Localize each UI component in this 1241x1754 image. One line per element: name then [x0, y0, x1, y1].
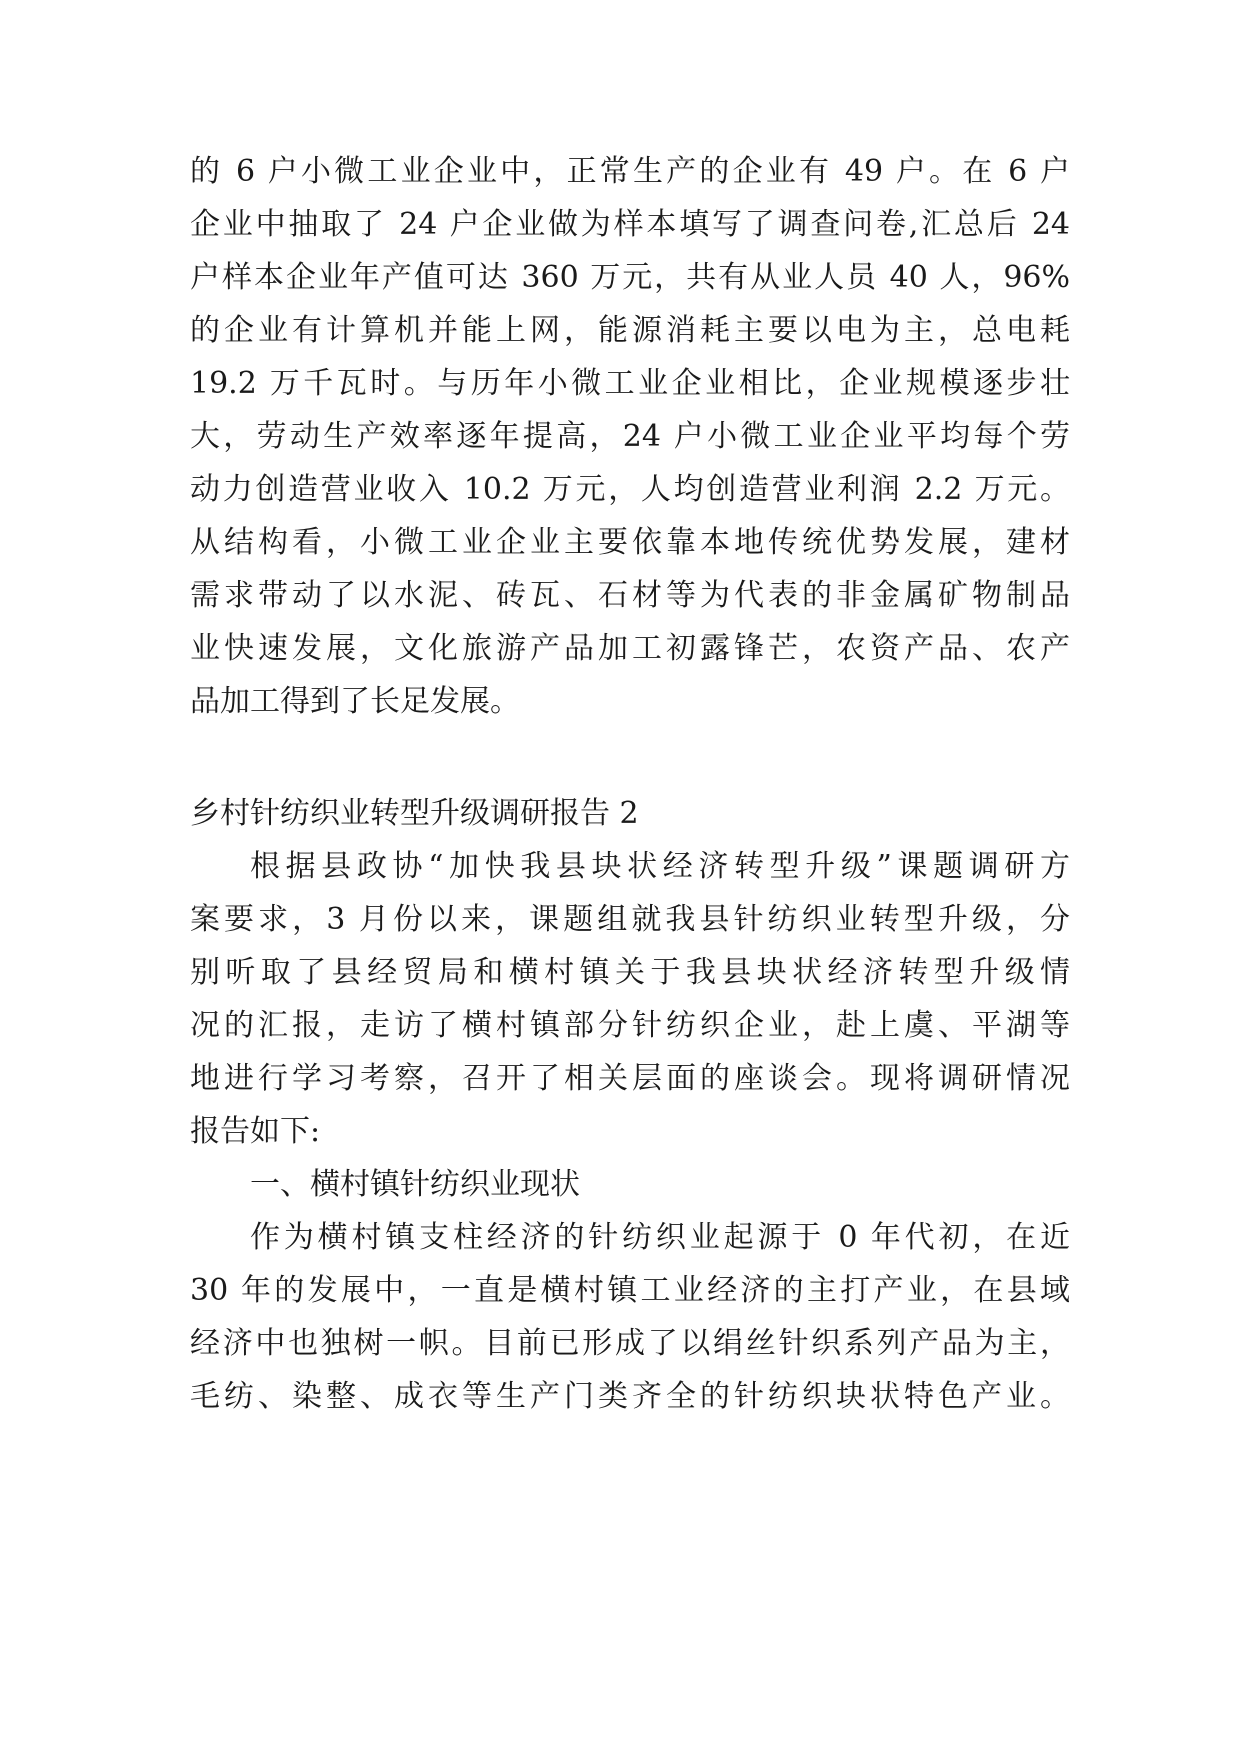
text-line: 案要求，3 月份以来，课题组就我县针纺织业转型升级，分	[190, 902, 1070, 937]
section-heading: 一、横村镇针纺织业现状	[250, 1167, 580, 1202]
text-line: 户样本企业年产值可达 360 万元，共有从业人员 40 人，96%	[190, 260, 1070, 295]
section-title: 乡村针纺织业转型升级调研报告 2	[190, 796, 639, 831]
text-line: 经济中也独树一帜。目前已形成了以绢丝针织系列产品为主，	[190, 1326, 1070, 1361]
text-line: 的 6 户小微工业企业中，正常生产的企业有 49 户。在 6 户	[190, 154, 1070, 189]
text-line: 报告如下:	[190, 1114, 321, 1149]
text-line: 根据县政协“加快我县块状经济转型升级”课题调研方	[250, 849, 1070, 884]
text-line: 19.2 万千瓦时。与历年小微工业企业相比，企业规模逐步壮	[190, 366, 1070, 401]
text-line: 地进行学习考察，召开了相关层面的座谈会。现将调研情况	[190, 1061, 1070, 1096]
text-line: 动力创造营业收入 10.2 万元，人均创造营业利润 2.2 万元。	[190, 472, 1070, 507]
text-line: 品加工得到了长足发展。	[190, 684, 520, 719]
text-line: 大，劳动生产效率逐年提高，24 户小微工业企业平均每个劳	[190, 419, 1070, 454]
text-line: 别听取了县经贸局和横村镇关于我县块状经济转型升级情	[190, 955, 1070, 990]
text-line: 作为横村镇支柱经济的针纺织业起源于 0 年代初，在近	[250, 1220, 1070, 1255]
text-line: 的企业有计算机并能上网，能源消耗主要以电为主，总电耗	[190, 313, 1070, 348]
text-line: 需求带动了以水泥、砖瓦、石材等为代表的非金属矿物制品	[190, 578, 1070, 613]
text-line: 毛纺、染整、成衣等生产门类齐全的针纺织块状特色产业。	[190, 1379, 1070, 1414]
text-line: 况的汇报，走访了横村镇部分针纺织企业，赴上虞、平湖等	[190, 1008, 1070, 1043]
text-line: 30 年的发展中，一直是横村镇工业经济的主打产业，在县域	[190, 1273, 1070, 1308]
text-line: 企业中抽取了 24 户企业做为样本填写了调查问卷,汇总后 24	[190, 207, 1070, 242]
text-line: 从结构看，小微工业企业主要依靠本地传统优势发展，建材	[190, 525, 1070, 560]
text-line: 业快速发展，文化旅游产品加工初露锋芒，农资产品、农产	[190, 631, 1070, 666]
